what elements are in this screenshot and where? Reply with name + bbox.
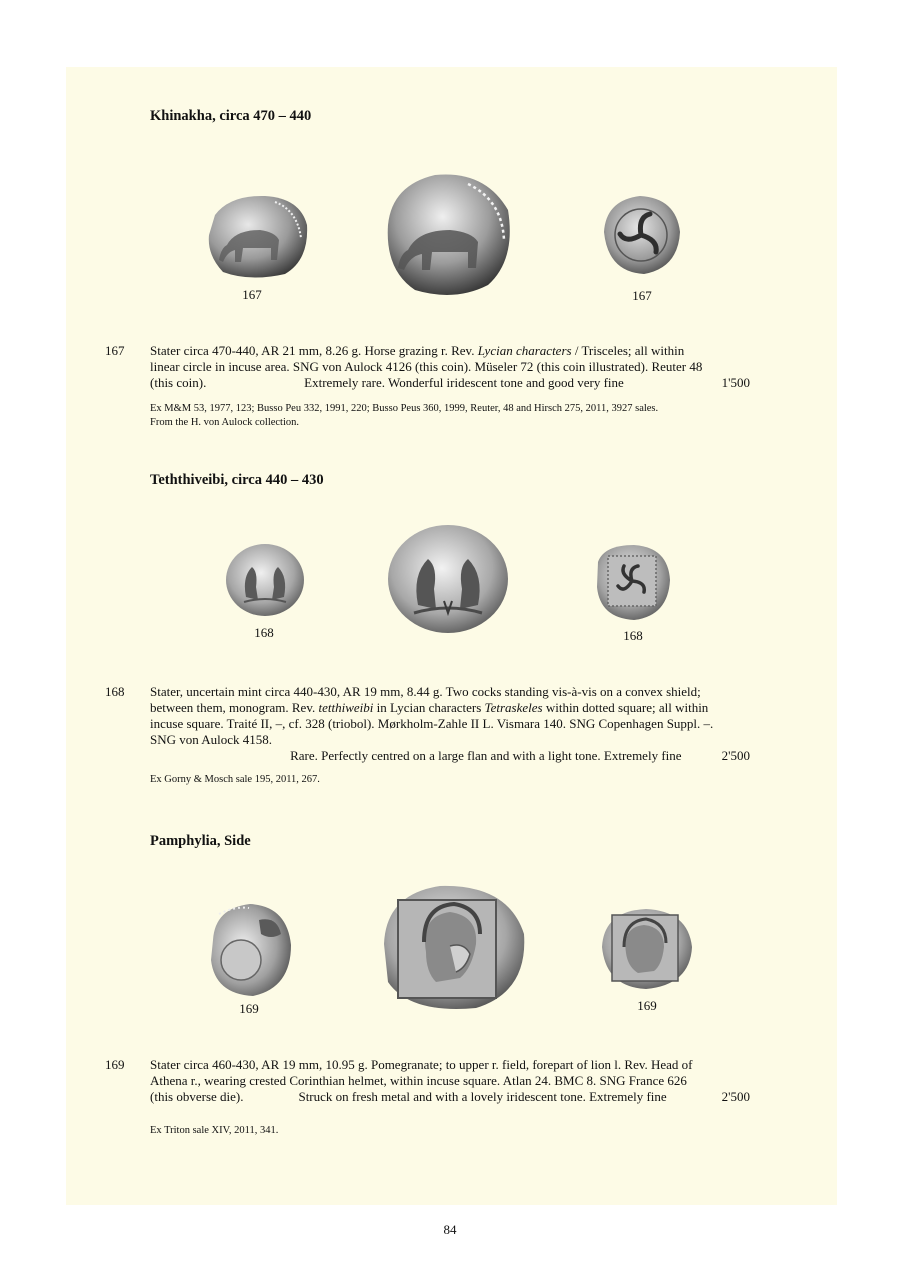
- provenance-line: Ex M&M 53, 1977, 123; Busso Peu 332, 1991, 220; Busso Peus 360, 1999, Reuter, 48 and Hirsch 275, 2011, 3927 sales.: [150, 403, 659, 414]
- lot-number-167: 167: [105, 343, 125, 358]
- provenance-168: Ex Gorny & Mosch sale 195, 2011, 267.: [150, 774, 320, 785]
- grade: Rare. Perfectly centred on a large flan and with a light tone. Extremely fine: [290, 748, 682, 763]
- desc-line: SNG von Aulock 4158.: [150, 732, 273, 747]
- coin-169-reverse-enlarged: [380, 882, 528, 1014]
- lot-description-169: [150, 1057, 750, 1105]
- grade: Extremely rare. Wonderful iridescent tone and good very fine: [304, 375, 624, 390]
- coin-167-obverse-small: [205, 190, 310, 280]
- desc-text: / Trisceles; all within: [571, 343, 685, 358]
- lot-description-167: [150, 343, 750, 391]
- coin-168-reverse: [594, 542, 672, 622]
- desc-italic: Lycian characters: [477, 343, 572, 358]
- lot-description-168: [150, 684, 750, 764]
- desc-line: (this coin).: [150, 375, 207, 390]
- coin-168-obverse-small: [224, 542, 306, 618]
- desc-line: (this obverse die).: [150, 1089, 244, 1104]
- desc-line: Athena r., wearing crested Corinthian helmet, within incuse square. Atlan 24. BMC 8. SNG France 626: [150, 1073, 687, 1088]
- coin-label: 167: [242, 287, 262, 302]
- desc-italic: Tetraskeles: [484, 700, 543, 715]
- desc-line: Stater circa 460-430, AR 19 mm, 10.95 g. Pomegranate; to upper r. field, forepart of lion l. Rev. Head of: [150, 1057, 693, 1072]
- provenance-line: From the H. von Aulock collection.: [150, 416, 300, 428]
- coin-167-obverse-enlarged: [380, 170, 515, 300]
- price: 2'500: [721, 748, 750, 763]
- coin-label: 169: [637, 998, 657, 1013]
- section-heading-pamphylia-side: Pamphylia, Side: [150, 833, 251, 849]
- desc-text: in Lycian characters: [373, 700, 485, 715]
- coin-label: 167: [632, 288, 652, 303]
- coin-168-obverse-enlarged: [386, 523, 511, 635]
- provenance-167: [150, 402, 760, 429]
- coin-167-reverse: [598, 192, 683, 277]
- provenance-169: Ex Triton sale XIV, 2011, 341.: [150, 1125, 279, 1136]
- coin-label: 168: [254, 625, 274, 640]
- lot-number-168: 168: [105, 684, 125, 699]
- coin-label: 168: [623, 628, 643, 643]
- coin-169-reverse: [598, 905, 695, 991]
- desc-line: Stater, uncertain mint circa 440-430, AR 19 mm, 8.44 g. Two cocks standing vis-à-vis on a convex shield;: [150, 684, 701, 699]
- page-number: 84: [443, 1222, 457, 1237]
- desc-line: linear circle in incuse area. SNG von Aulock 4126 (this coin). Müseler 72 (this coin illustrated). Reuter 48: [150, 359, 703, 374]
- coin-169-obverse-small: [205, 900, 295, 1000]
- section-heading-teththiveibi: Teththiveibi, circa 440 – 430: [150, 472, 324, 488]
- grade: Struck on fresh metal and with a lovely iridescent tone. Extremely fine: [298, 1089, 667, 1104]
- desc-line: incuse square. Traité II, –, cf. 328 (triobol). Mørkholm-Zahle II L. Vismara 140. SNG Copenhagen Suppl. –.: [150, 716, 714, 731]
- desc-text: Stater circa 470-440, AR 21 mm, 8.26 g. Horse grazing r. Rev.: [150, 343, 478, 358]
- price: 2'500: [721, 1089, 750, 1104]
- desc-text: within dotted square; all within: [542, 700, 709, 715]
- lot-number-169: 169: [105, 1057, 125, 1072]
- price: 1'500: [721, 375, 750, 390]
- coin-label: 169: [239, 1001, 259, 1016]
- desc-text: between them, monogram. Rev.: [150, 700, 319, 715]
- desc-italic: tetthiweibi: [318, 700, 374, 715]
- section-heading-khinakha: Khinakha, circa 470 – 440: [150, 108, 312, 124]
